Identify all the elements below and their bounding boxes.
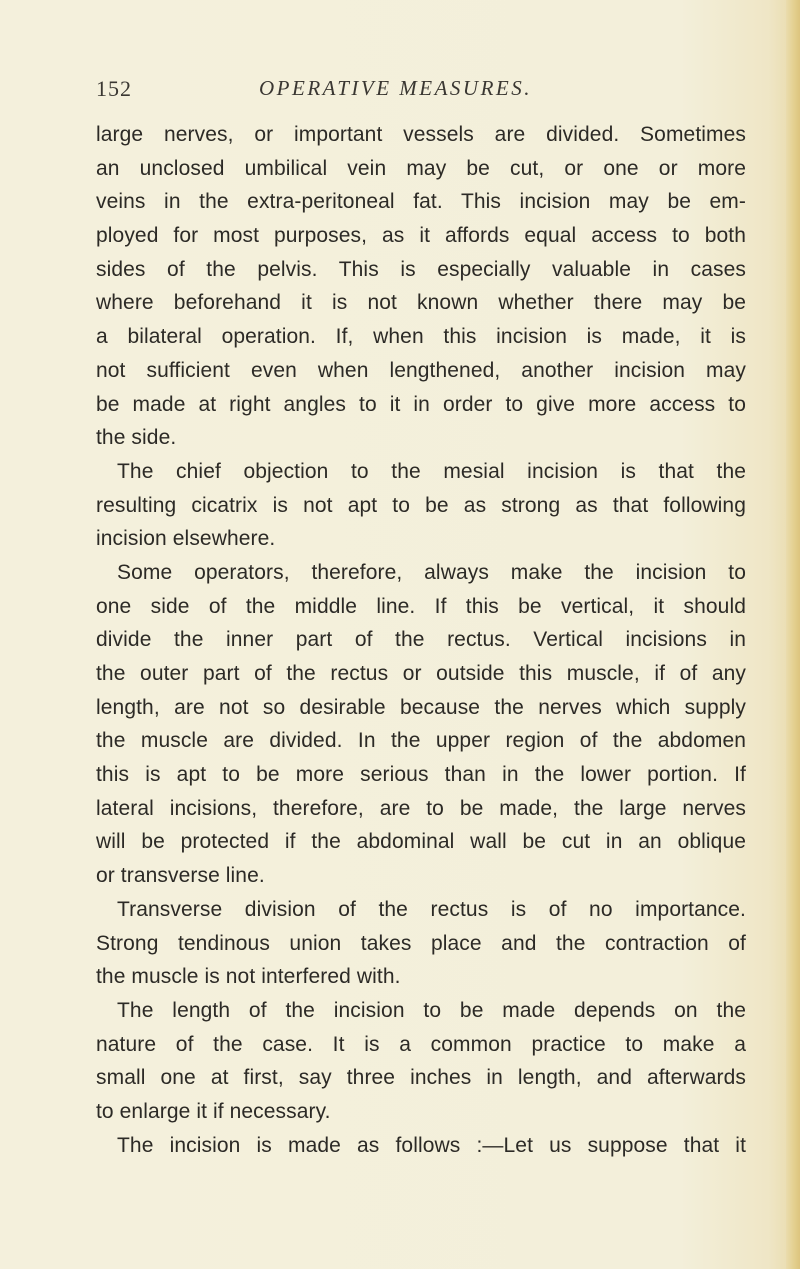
text-line: the muscle are divided. In the upper region of the abdomen bbox=[96, 729, 746, 753]
text-line: sides of the pelvis. This is especially valuable in cases bbox=[96, 257, 746, 281]
text-line: nature of the case. It is a common practice to make a bbox=[96, 1032, 746, 1056]
text-line: be made at right angles to it in order to give more access to bbox=[96, 392, 746, 416]
text-line: ployed for most purposes, as it affords equal access to both bbox=[96, 224, 746, 248]
body-text bbox=[96, 118, 746, 1162]
text-line: incision elsewhere. bbox=[96, 527, 276, 551]
text-line: resulting cicatrix is not apt to be as strong as that following bbox=[96, 493, 746, 517]
text-line: The incision is made as follows :—Let us suppose that it bbox=[117, 1133, 746, 1157]
text-line: a bilateral operation. If, when this incision is made, it is bbox=[96, 325, 746, 349]
text-line: Transverse division of the rectus is of no importance. bbox=[117, 897, 746, 921]
text-line: veins in the extra-peritoneal fat. This incision may be em- bbox=[96, 190, 746, 214]
text-line: one side of the middle line. If this be vertical, it should bbox=[96, 594, 746, 618]
text-line: lateral incisions, therefore, are to be made, the large nerves bbox=[96, 796, 746, 820]
page-header bbox=[0, 76, 800, 106]
text-line: will be protected if the abdominal wall be cut in an oblique bbox=[96, 830, 746, 854]
text-line: divide the inner part of the rectus. Vertical incisions in bbox=[96, 628, 746, 652]
text-line: large nerves, or important vessels are divided. Sometimes bbox=[96, 123, 746, 146]
text-line: an unclosed umbilical vein may be cut, or one or more bbox=[96, 156, 746, 180]
page-edge bbox=[786, 0, 800, 1269]
text-line: where beforehand it is not known whether there may be bbox=[96, 291, 746, 315]
text-line: to enlarge it if necessary. bbox=[96, 1099, 331, 1123]
text-line: the side. bbox=[96, 426, 177, 450]
text-line: Some operators, therefore, always make the incision to bbox=[117, 560, 746, 584]
text-line: The length of the incision to be made depends on the bbox=[117, 998, 746, 1022]
text-line: or transverse line. bbox=[96, 864, 265, 888]
text-line: the outer part of the rectus or outside this muscle, if of any bbox=[96, 662, 746, 685]
text-line: this is apt to be more serious than in the lower portion. If bbox=[96, 763, 746, 787]
page-number: 152 bbox=[96, 76, 132, 101]
text-line: Strong tendinous union takes place and the contraction of bbox=[96, 931, 746, 955]
text-line: the muscle is not interfered with. bbox=[96, 965, 401, 989]
text-line: small one at first, say three inches in length, and afterwards bbox=[96, 1066, 746, 1090]
text-line: The chief objection to the mesial incision is that the bbox=[117, 459, 746, 483]
text-line: not sufficient even when lengthened, another incision may bbox=[96, 358, 746, 382]
running-head: OPERATIVE MEASURES. bbox=[259, 76, 532, 100]
text-line: length, are not so desirable because the nerves which supply bbox=[96, 695, 746, 719]
